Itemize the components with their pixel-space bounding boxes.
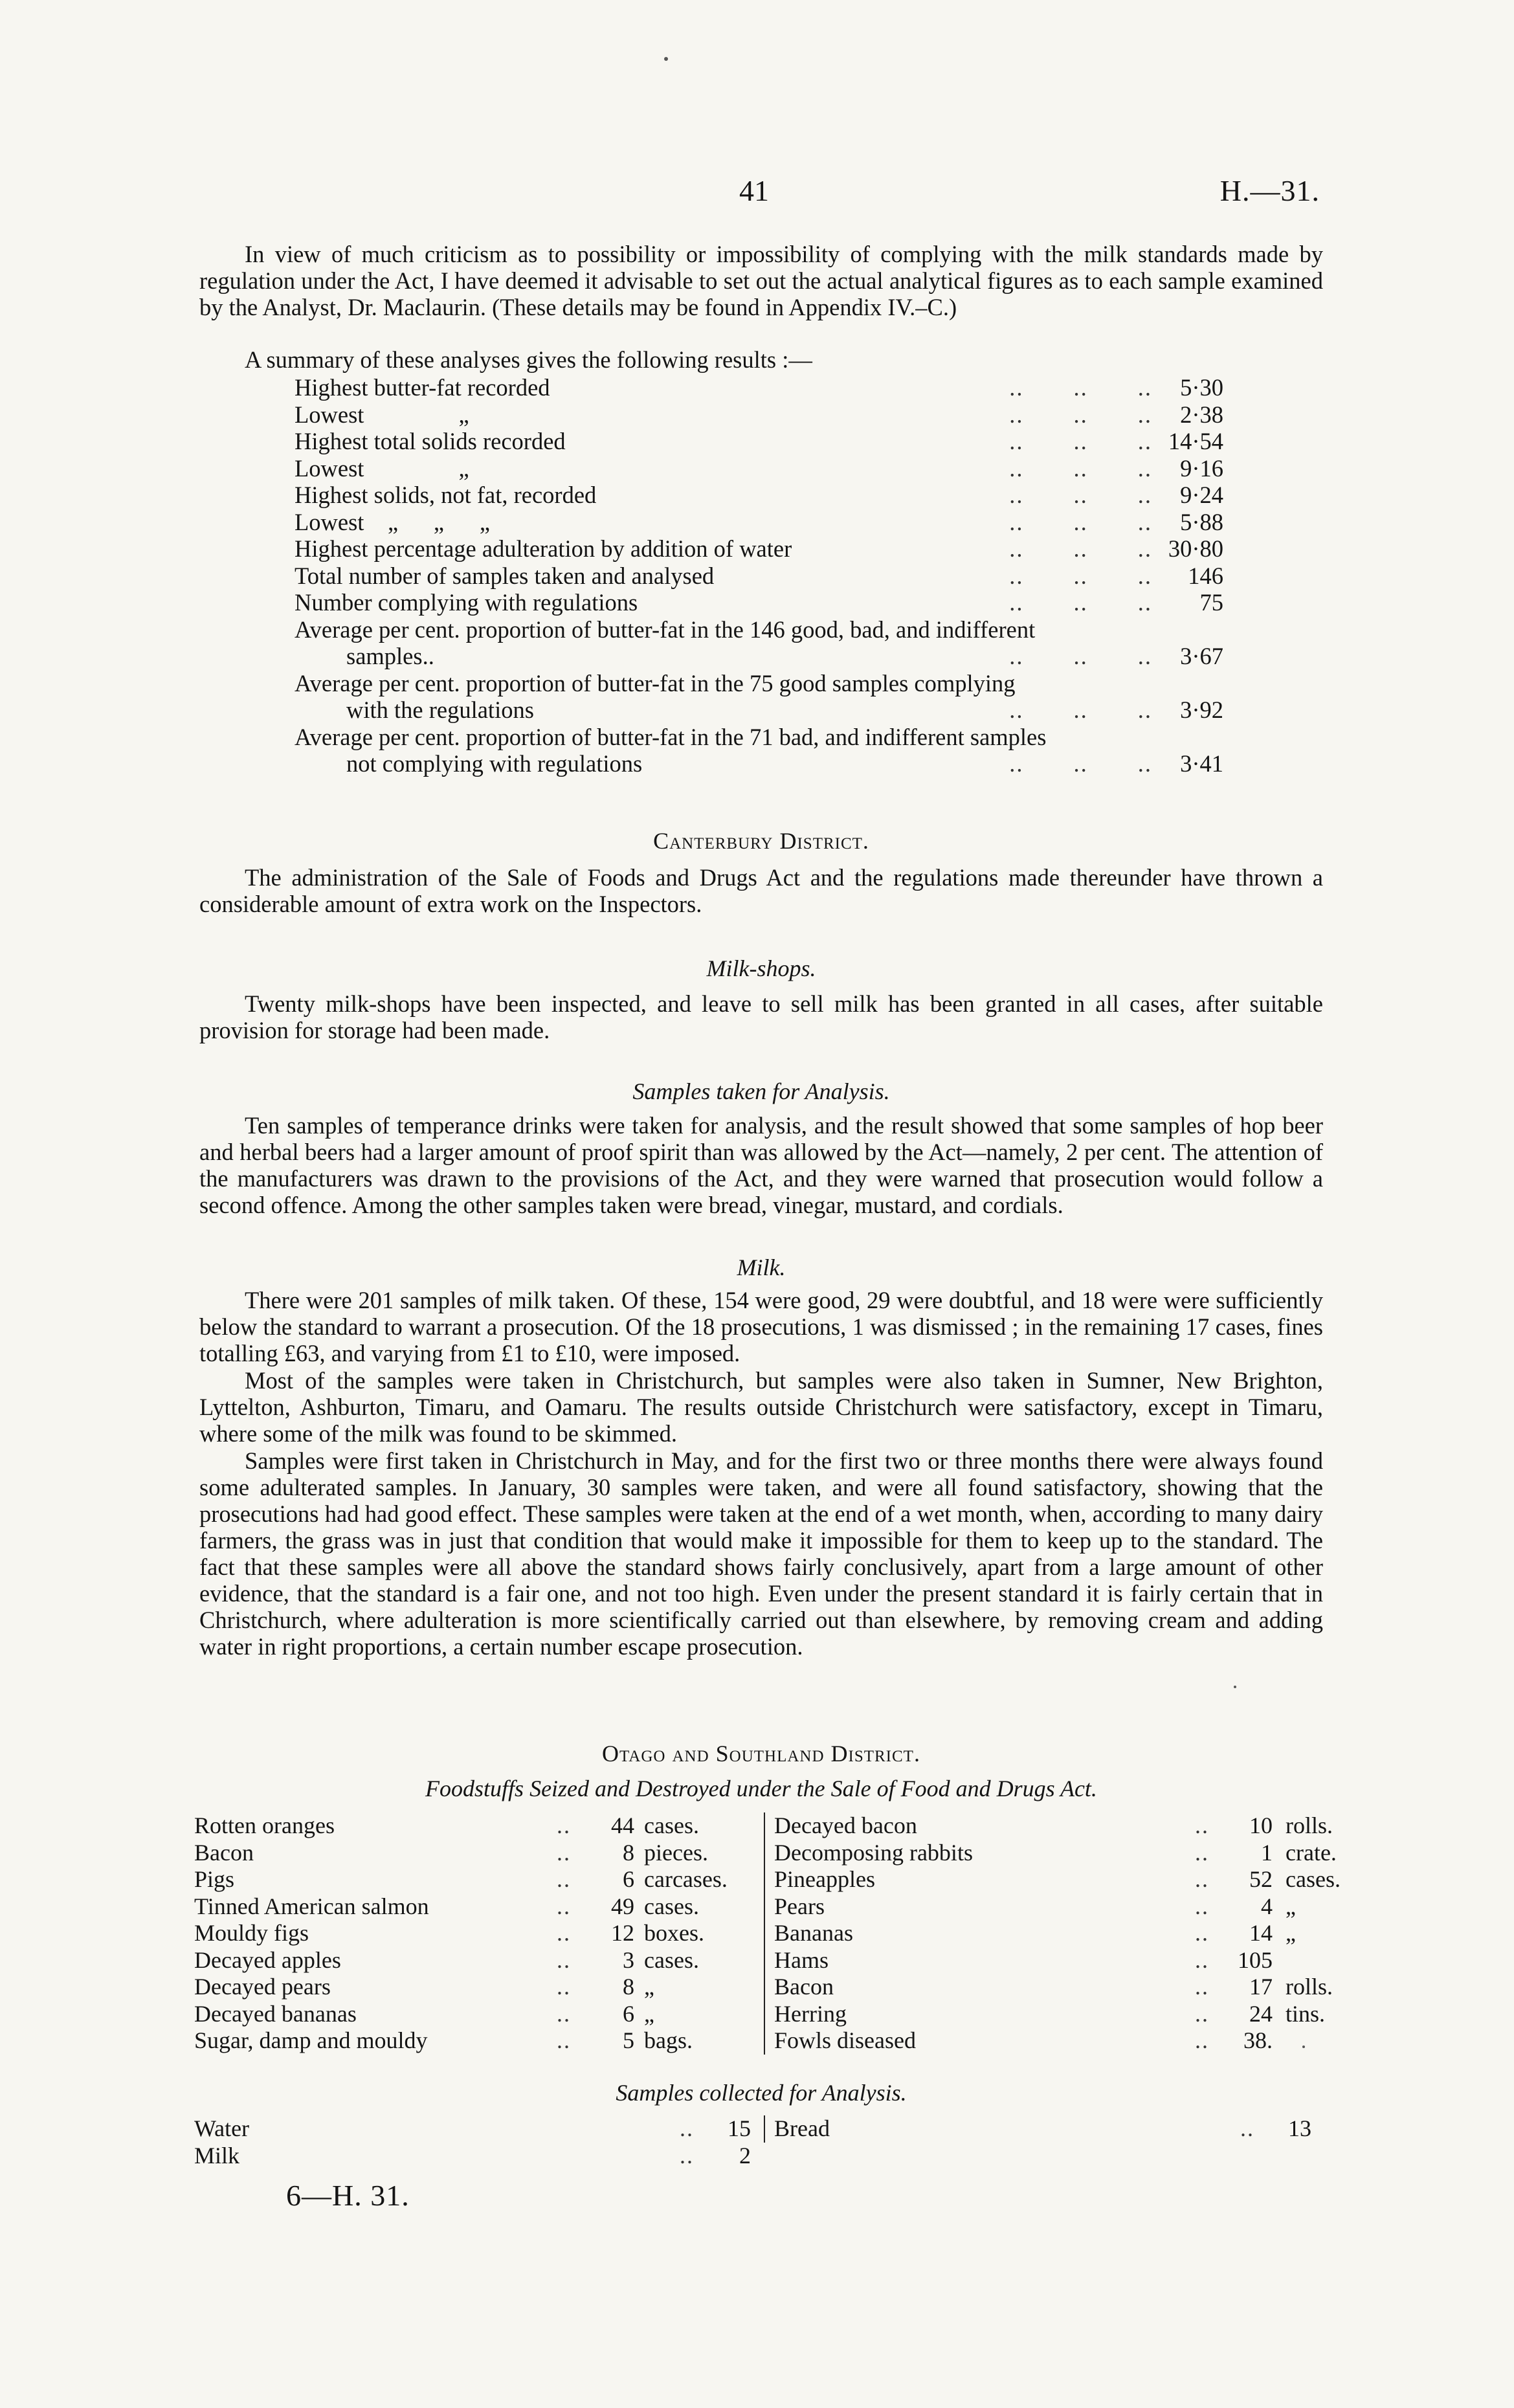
item-unit: pieces. xyxy=(644,1839,708,1866)
item-quantity: 6 xyxy=(623,1866,634,1892)
item-name: Pigs xyxy=(194,1866,235,1892)
document-reference: H.—31. xyxy=(1219,174,1320,207)
summary-value: 2·38 xyxy=(1180,401,1223,428)
table-row xyxy=(194,1866,764,1893)
item-name: Pears xyxy=(774,1893,825,1919)
summary-label: Number complying with regulations xyxy=(295,589,638,616)
table-row xyxy=(194,1947,764,1974)
samples-paragraph: Ten samples of temperance drinks were taken for analysis, and the result showed that some samples of hop beer and herbal beers had a larger amount of proof spirit than was allowed by the Act—namely, 2 per cent. The attention of the manufacturers was drawn to the provisions of the Act, and they were warned that prosecution would follow a second offence. Among the other samples taken were bread, vinegar, mustard, and cordials. xyxy=(199,1112,1323,1218)
summary-row xyxy=(295,374,1223,401)
summary-value: 3·92 xyxy=(1180,697,1223,723)
seized-heading: Foodstuffs Seized and Destroyed under the Sale of Food and Drugs Act. xyxy=(425,1776,1097,1801)
leader-dots: .. .. .. xyxy=(1009,482,1152,508)
analysis-summary-list xyxy=(295,374,1223,777)
summary-row xyxy=(295,535,1223,563)
item-quantity: 3 xyxy=(623,1946,634,1973)
summary-value: 5·30 xyxy=(1180,374,1223,401)
summary-intro: A summary of these analyses gives the following results :— xyxy=(245,346,812,373)
table-row xyxy=(774,2115,1324,2143)
summary-value: 146 xyxy=(1188,562,1223,589)
item-name: Tinned American salmon xyxy=(194,1893,429,1919)
item-quantity: 10 xyxy=(1249,1812,1273,1838)
item-name: Bacon xyxy=(774,1974,834,2000)
item-name: Herring xyxy=(774,2000,847,2027)
summary-label: Total number of samples taken and analysed xyxy=(295,562,715,589)
leader-dots: .. .. .. xyxy=(1009,454,1152,482)
table-row xyxy=(774,1866,1514,1893)
item-unit: cases. xyxy=(1286,1866,1341,1892)
table-row xyxy=(774,1974,1514,2001)
item-quantity: 6 xyxy=(623,2000,634,2027)
item-quantity: 14 xyxy=(1249,1920,1273,1946)
item-quantity: 49 xyxy=(611,1893,634,1919)
summary-row xyxy=(295,509,1223,536)
table-row xyxy=(774,1920,1514,1947)
summary-row xyxy=(295,455,1223,482)
item-name: Mouldy figs xyxy=(194,1920,309,1946)
summary-label: Average per cent. proportion of butter-fat in the 75 good samples complying xyxy=(295,669,1016,697)
item-name: Milk xyxy=(194,2142,240,2168)
item-quantity: 52 xyxy=(1249,1866,1273,1892)
summary-label: Highest total solids recorded xyxy=(295,428,566,454)
summary-label: Average per cent. proportion of butter-fat in the 71 bad, and indifferent samples xyxy=(295,723,1047,750)
intro-paragraph: In view of much criticism as to possibility or impossibility of complying with the milk standards made by regulation under the Act, I have deemed it advisable to set out the actual analytical figures as to each sample examined by the Analyst, Dr. Maclaurin. (These details may be found in Appendix IV.–C.) xyxy=(199,241,1323,320)
leader-dots: .. .. .. xyxy=(1009,374,1152,401)
collected-heading: Samples collected for Analysis. xyxy=(616,2080,907,2106)
leader-dots: .. xyxy=(557,1812,571,1838)
leader-dots: .. xyxy=(680,2115,694,2141)
leader-dots: .. xyxy=(557,1946,571,1973)
summary-row xyxy=(295,724,1223,751)
item-quantity: 5 xyxy=(623,2027,634,2053)
item-unit: crate. xyxy=(1286,1839,1337,1866)
leader-dots: .. xyxy=(1195,1920,1209,1946)
leader-dots: .. .. .. xyxy=(1009,697,1152,723)
item-unit: tins. xyxy=(1286,2000,1326,2027)
table-row xyxy=(194,1920,764,1947)
item-unit: cases. xyxy=(644,1946,699,1973)
item-name: Bananas xyxy=(774,1920,853,1946)
summary-label: Lowest „ xyxy=(295,454,469,482)
leader-dots: .. .. .. xyxy=(1009,750,1152,777)
milk-paragraph-2: Most of the samples were taken in Christchurch, but samples were also taken in Sumner, New Brighton, Lyttelton, Ashburton, Timaru, and Oamaru. The results outside Christchurch were satisfactory, except in Timaru, where some of the milk was found to be skimmed. xyxy=(199,1367,1323,1447)
item-unit: rolls. xyxy=(1286,1812,1333,1838)
collected-column-right xyxy=(764,2115,1324,2143)
table-row xyxy=(194,2001,764,2028)
item-unit: rolls. xyxy=(1286,1974,1333,2000)
summary-label: Average per cent. proportion of butter-fat in the 146 good, bad, and indifferent xyxy=(295,616,1036,643)
summary-value: 3·41 xyxy=(1180,750,1223,777)
summary-label: with the regulations xyxy=(346,697,534,723)
item-unit: boxes. xyxy=(644,1920,704,1946)
summary-value: 3·67 xyxy=(1180,643,1223,669)
item-unit: „ xyxy=(1286,1920,1296,1946)
milk-paragraph-3: Samples were first taken in Christchurch in May, and for the first two or three months there were always found some adulterated samples. In January, 30 samples were taken, and were all found satisfactory, showing that the prosecutions had had good effect. These samples were taken at the end of a wet month, when, according to many dairy farmers, the grass was in just that condition that would make it impossible for them to keep up to the standard. The fact that these samples were all above the standard shows fairly conclusively, apart from a large amount of other evidence, that the standard is a fair one, and not too high. Even under the present standard it is fairly certain that in Christchurch, where adulteration is more scientifically carried out than elsewhere, by removing cream and adding water in right proportions, a certain number escape prosecution. xyxy=(199,1447,1323,1660)
summary-row xyxy=(295,670,1223,697)
summary-label: Highest percentage adulteration by addition of water xyxy=(295,535,792,562)
item-unit: „ xyxy=(644,1974,654,2000)
leader-dots: .. xyxy=(1240,2115,1254,2141)
print-speck xyxy=(1302,2046,1305,2048)
leader-dots: .. xyxy=(1195,2000,1209,2027)
summary-value: 30·80 xyxy=(1168,535,1223,562)
table-row xyxy=(194,1974,764,2001)
item-quantity: 44 xyxy=(611,1812,634,1838)
seized-column-right xyxy=(764,1812,1514,2055)
item-quantity: 12 xyxy=(611,1920,634,1946)
leader-dots: .. xyxy=(557,1893,571,1919)
item-unit: carcases. xyxy=(644,1866,728,1892)
leader-dots: .. xyxy=(1195,1839,1209,1866)
summary-label: Lowest „ „ „ xyxy=(295,508,491,535)
leader-dots: .. xyxy=(557,1920,571,1946)
leader-dots: .. xyxy=(1195,1866,1209,1892)
leader-dots: .. xyxy=(1195,1893,1209,1919)
leader-dots: .. .. .. xyxy=(1009,428,1152,454)
item-quantity: 8 xyxy=(623,1839,634,1866)
table-row xyxy=(774,2001,1514,2028)
summary-row xyxy=(295,401,1223,429)
summary-label: Lowest „ xyxy=(295,401,469,428)
item-quantity: 15 xyxy=(728,2115,751,2141)
print-speck xyxy=(1234,1686,1236,1688)
table-row xyxy=(194,2143,764,2170)
table-row xyxy=(194,1840,764,1867)
leader-dots: .. .. .. xyxy=(1009,643,1152,669)
leader-dots: .. .. .. xyxy=(1009,508,1152,535)
item-unit: bags. xyxy=(644,2027,693,2053)
summary-value: 9·24 xyxy=(1180,482,1223,508)
canterbury-heading: Canterbury District. xyxy=(653,828,869,854)
leader-dots: .. .. .. xyxy=(1009,562,1152,589)
item-unit: cases. xyxy=(644,1893,699,1919)
canterbury-intro: The administration of the Sale of Foods and Drugs Act and the regulations made thereunder have thrown a considerable amount of extra work on the Inspectors. xyxy=(199,864,1323,917)
page-signature: 6—H. 31. xyxy=(286,2179,410,2212)
table-row xyxy=(774,1812,1514,1840)
summary-row xyxy=(295,643,1223,670)
summary-row xyxy=(295,428,1223,455)
summary-value: 9·16 xyxy=(1180,454,1223,482)
item-unit: „ xyxy=(644,2000,654,2027)
item-name: Hams xyxy=(774,1946,829,1973)
summary-row xyxy=(295,563,1223,590)
item-name: Decayed bacon xyxy=(774,1812,917,1838)
otago-heading: Otago and Southland District. xyxy=(602,1741,920,1767)
item-name: Pineapples xyxy=(774,1866,875,1892)
leader-dots: .. .. .. xyxy=(1009,589,1152,616)
summary-row xyxy=(295,616,1223,643)
table-row xyxy=(194,2027,764,2055)
leader-dots: .. xyxy=(557,1839,571,1866)
samples-heading: Samples taken for Analysis. xyxy=(632,1078,890,1104)
leader-dots: .. xyxy=(557,2000,571,2027)
leader-dots: .. xyxy=(557,1974,571,2000)
item-quantity: 17 xyxy=(1249,1974,1273,2000)
item-quantity: 24 xyxy=(1249,2000,1273,2027)
table-row xyxy=(774,1893,1514,1921)
item-quantity: 4 xyxy=(1261,1893,1273,1919)
item-name: Water xyxy=(194,2115,250,2141)
summary-row xyxy=(295,750,1223,777)
page-number: 41 xyxy=(739,174,769,207)
summary-label: not complying with regulations xyxy=(346,750,643,777)
leader-dots: .. xyxy=(557,2027,571,2053)
summary-label: Highest solids, not fat, recorded xyxy=(295,482,597,508)
item-name: Rotten oranges xyxy=(194,1812,335,1838)
summary-row xyxy=(295,697,1223,724)
table-row xyxy=(774,1947,1514,1974)
summary-label: samples.. xyxy=(346,643,434,669)
item-quantity: 1 xyxy=(1261,1839,1273,1866)
summary-value: 14·54 xyxy=(1168,428,1223,454)
leader-dots: .. xyxy=(1195,1812,1209,1838)
item-name: Bacon xyxy=(194,1839,254,1866)
item-quantity: 13 xyxy=(1288,2115,1311,2141)
leader-dots: .. xyxy=(557,1866,571,1892)
item-quantity: 105 xyxy=(1238,1946,1273,1973)
milk-heading: Milk. xyxy=(737,1254,786,1280)
summary-value: 5·88 xyxy=(1180,508,1223,535)
item-name: Decayed bananas xyxy=(194,2000,357,2027)
item-quantity: 2 xyxy=(739,2142,751,2168)
table-row xyxy=(194,1812,764,1840)
summary-row xyxy=(295,589,1223,616)
summary-label: Highest butter-fat recorded xyxy=(295,374,550,401)
item-name: Bread xyxy=(774,2115,830,2141)
item-name: Decayed pears xyxy=(194,1974,331,2000)
item-quantity: 38. xyxy=(1243,2027,1273,2053)
milk-paragraph-1: There were 201 samples of milk taken. Of these, 154 were good, 29 were doubtful, and 18 were were sufficiently below the standard to warrant a prosecution. Of the 18 prosecutions, 1 was dismissed ; in the remaining 17 cases, fines totalling £63, and varying from £1 to £10, were imposed. xyxy=(199,1287,1323,1366)
table-row xyxy=(194,2115,764,2143)
item-unit: „ xyxy=(1286,1893,1296,1919)
table-row xyxy=(774,1840,1514,1867)
leader-dots: .. xyxy=(1195,1946,1209,1973)
item-name: Decayed apples xyxy=(194,1946,341,1973)
summary-row xyxy=(295,482,1223,509)
item-name: Sugar, damp and mouldy xyxy=(194,2027,428,2053)
seized-column-left xyxy=(194,1812,764,2055)
milkshops-paragraph: Twenty milk-shops have been inspected, and leave to sell milk has been granted in all cases, after suitable provision for storage had been made. xyxy=(199,990,1323,1043)
leader-dots: .. xyxy=(1195,1974,1209,2000)
leader-dots: .. .. .. xyxy=(1009,401,1152,428)
leader-dots: .. xyxy=(1195,2027,1209,2053)
print-speck xyxy=(664,57,668,61)
leader-dots: .. xyxy=(680,2142,694,2168)
summary-value: 75 xyxy=(1199,589,1223,616)
item-unit: cases. xyxy=(644,1812,699,1838)
collected-column-left xyxy=(194,2115,764,2169)
table-row xyxy=(774,2027,1514,2055)
milkshops-heading: Milk-shops. xyxy=(706,955,816,981)
item-name: Decomposing rabbits xyxy=(774,1839,973,1866)
leader-dots: .. .. .. xyxy=(1009,535,1152,562)
item-name: Fowls diseased xyxy=(774,2027,916,2053)
item-quantity: 8 xyxy=(623,1974,634,2000)
table-row xyxy=(194,1893,764,1921)
